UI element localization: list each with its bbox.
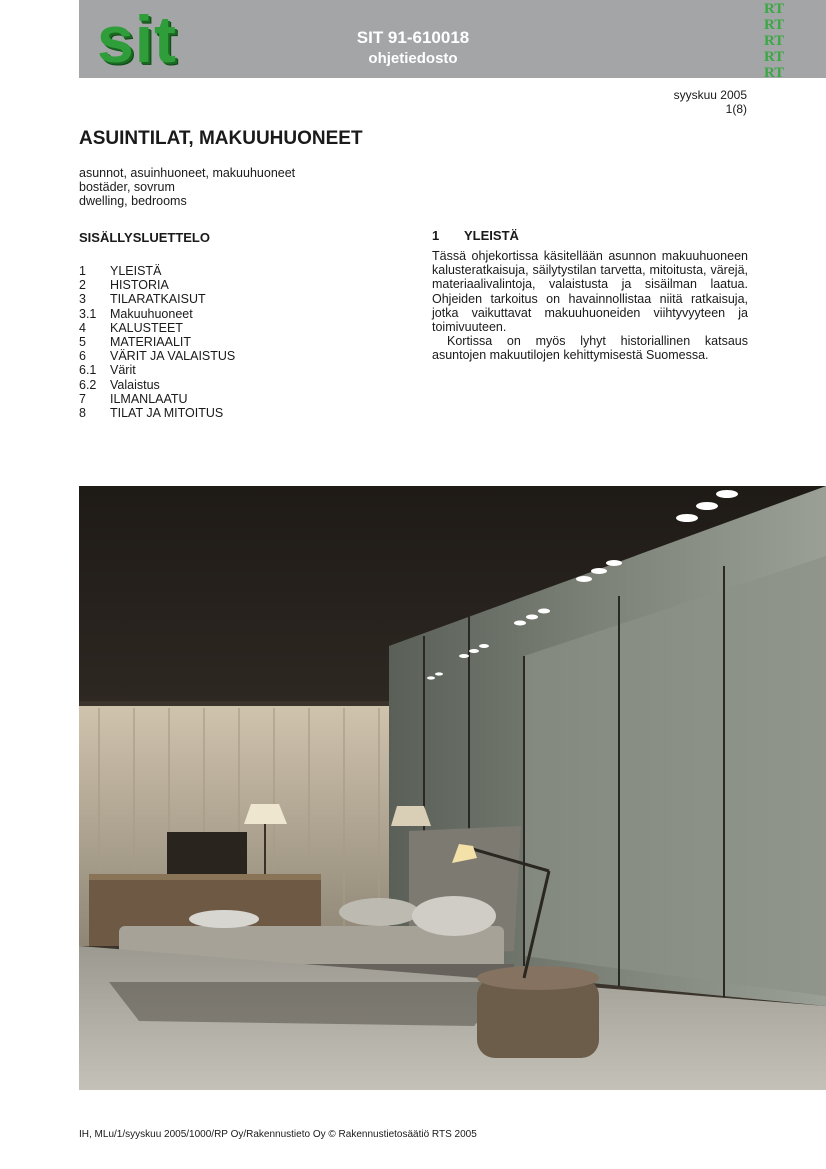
toc-heading: SISÄLLYSLUETTELO (79, 230, 210, 245)
toc-item-number: 8 (79, 405, 86, 420)
toc-item (79, 264, 235, 278)
rt-mark: RT (764, 49, 785, 65)
toc-item-label: TILAT JA MITOITUS (110, 405, 224, 420)
toc-item-number: 3.1 (79, 306, 97, 321)
table-of-contents (79, 264, 235, 420)
toc-item-label: YLEISTÄ (110, 264, 162, 278)
page-title: ASUINTILAT, MAKUUHUONEET (79, 128, 363, 149)
toc-item (79, 278, 235, 292)
toc-item-number: 6.1 (79, 363, 97, 378)
toc-item-label: KALUSTEET (110, 320, 183, 335)
toc-item-label: Valaistus (110, 377, 160, 392)
rt-mark: RT (764, 1, 785, 17)
rt-logo-strip (762, 0, 794, 78)
keywords (79, 166, 295, 208)
toc-item (79, 406, 235, 420)
toc-item (79, 335, 235, 349)
page-number: 1(8) (725, 102, 747, 116)
section-number: 1 (432, 228, 440, 243)
toc-item-number: 6 (79, 349, 86, 364)
toc-item-label: Makuuhuoneet (110, 306, 193, 321)
toc-item-label: HISTORIA (110, 278, 169, 293)
document-code: SIT 91-610018 (356, 28, 470, 47)
paragraph: Kortissa on myös lyhyt historiallinen katsaus asuntojen makuutilojen kehittymisestä Suomessa. (432, 334, 748, 363)
section-1-heading (432, 228, 519, 243)
keywords-finnish: asunnot, asuinhuoneet, makuuhuoneet (79, 166, 296, 180)
toc-item (79, 349, 235, 363)
toc-item-number: 3 (79, 292, 86, 307)
toc-item-number: 4 (79, 320, 86, 335)
toc-item (79, 292, 235, 306)
toc-item (79, 378, 235, 392)
paragraph: Tässä ohjekortissa käsitellään asunnon makuuhuoneen kalusteratkaisuja, säilytystilan tarvetta, mitoitusta, värejä, materiaalivalintoja, valaistusta ja sisäilman laatua. Ohjeiden tarkoitus on havainnollistaa niitä ratkaisuja, jotka vaikuttavat makuuhuoneiden viihtyvyyteen ja toimivuuteen. (432, 249, 748, 335)
toc-item-number: 2 (79, 278, 86, 293)
keywords-swedish: bostäder, sovrum (79, 180, 175, 194)
document-type: ohjetiedosto (368, 50, 458, 67)
toc-item-number: 1 (79, 264, 86, 278)
bedroom-photo (79, 486, 826, 1090)
rt-mark: RT (764, 33, 785, 49)
footer-note: IH, MLu/1/syyskuu 2005/1000/RP Oy/Rakennustieto Oy © Rakennustietosäätiö RTS 2005 (79, 1129, 477, 1140)
publication-date: syyskuu 2005 (673, 88, 747, 102)
sit-logo: sit (97, 2, 178, 76)
toc-item (79, 363, 235, 377)
toc-item-label: Värit (110, 363, 136, 378)
toc-item-number: 6.2 (79, 377, 97, 392)
rt-mark: RT (764, 65, 785, 78)
toc-item-label: VÄRIT JA VALAISTUS (110, 349, 236, 364)
toc-item-number: 5 (79, 334, 86, 349)
keywords-english: dwelling, bedrooms (79, 194, 187, 208)
toc-item-number: 7 (79, 391, 86, 406)
toc-item-label: TILARATKAISUT (110, 292, 206, 307)
section-title: YLEISTÄ (464, 228, 519, 243)
toc-item (79, 307, 235, 321)
section-1-body (432, 249, 748, 363)
toc-item-label: ILMANLAATU (110, 391, 188, 406)
toc-item-label: MATERIAALIT (110, 334, 192, 349)
toc-item (79, 392, 235, 406)
toc-item (79, 321, 235, 335)
rt-mark: RT (764, 17, 785, 33)
